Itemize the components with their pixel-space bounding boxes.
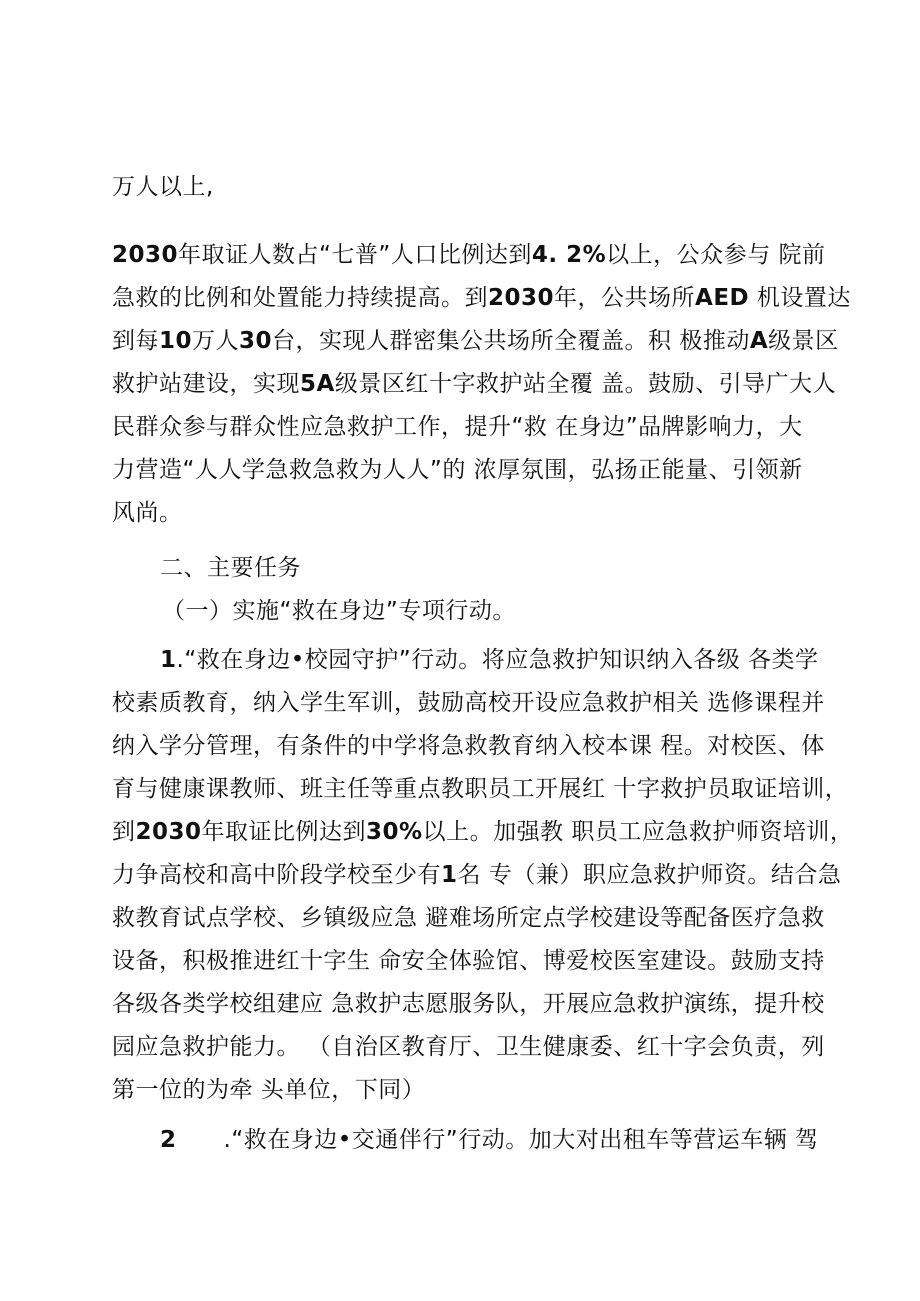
paragraph-line: 救教育试点学校、乡镇级应急 避难场所定点学校建设等配备医疗急救	[112, 905, 825, 931]
paragraph-line: 救护站建设，实现5A级景区红十字救护站全覆 盖。鼓励、引导广大人	[112, 371, 837, 397]
subsection-heading: （一）实施“救在身边”专项行动。	[162, 598, 516, 624]
paragraph-line: 1.“救在身边•校园守护”行动。将应急救护知识纳入各级 各类学	[160, 647, 819, 673]
paragraph-line: 2 .“救在身边•交通伴行”行动。加大对出租车等营运车辆 驾	[160, 1127, 819, 1153]
paragraph-line: 力争高校和高中阶段学校至少有1名 专（兼）职应急救护师资。结合急	[112, 862, 842, 888]
paragraph-line: 急救的比例和处置能力持续提高。到2030年，公共场所AED 机设置达	[112, 285, 851, 311]
paragraph-line: 园应急救护能力。 （自治区教育厅、卫生健康委、红十字会负责，列	[112, 1034, 825, 1060]
paragraph-line: 各级各类学校组建应 急救护志愿服务队，开展应急救护演练，提升校	[112, 991, 825, 1017]
section-heading: 二、主要任务	[160, 555, 301, 581]
paragraph-line: 校素质教育，纳入学生军训，鼓励高校开设应急救护相关 选修课程并	[112, 690, 825, 716]
paragraph-line: 2030年取证人数占“七普”人口比例达到4. 2%以上，公众参与 院前	[112, 242, 826, 268]
paragraph-line: 纳入学分管理，有条件的中学将急救教育纳入校本课 程。对校医、体	[112, 733, 825, 759]
paragraph-line: 到每10万人30台，实现人群密集公共场所全覆盖。积 极推动A级景区	[112, 328, 839, 354]
paragraph-line: 民群众参与群众性应急救护工作，提升“救 在身边”品牌影响力，大	[112, 414, 803, 440]
paragraph-line: 育与健康课教师、班主任等重点教职员工开展红 十字救护员取证培训，	[112, 776, 849, 802]
paragraph-line: 风尚。	[112, 500, 183, 526]
paragraph-line: 第一位的为牵 头单位，下同）	[112, 1077, 426, 1103]
paragraph-line: 力营造“人人学急救急救为人人”的 浓厚氛围，弘扬正能量、引领新	[112, 457, 803, 483]
paragraph-line: 到2030年取证比例达到30%以上。加强教 职员工应急救护师资培训，	[112, 819, 854, 845]
paragraph-line: 设备，积极推进红十字生 命安全体验馆、博爱校医室建设。鼓励支持	[112, 948, 825, 974]
paragraph-line: 万人以上,	[112, 174, 214, 200]
